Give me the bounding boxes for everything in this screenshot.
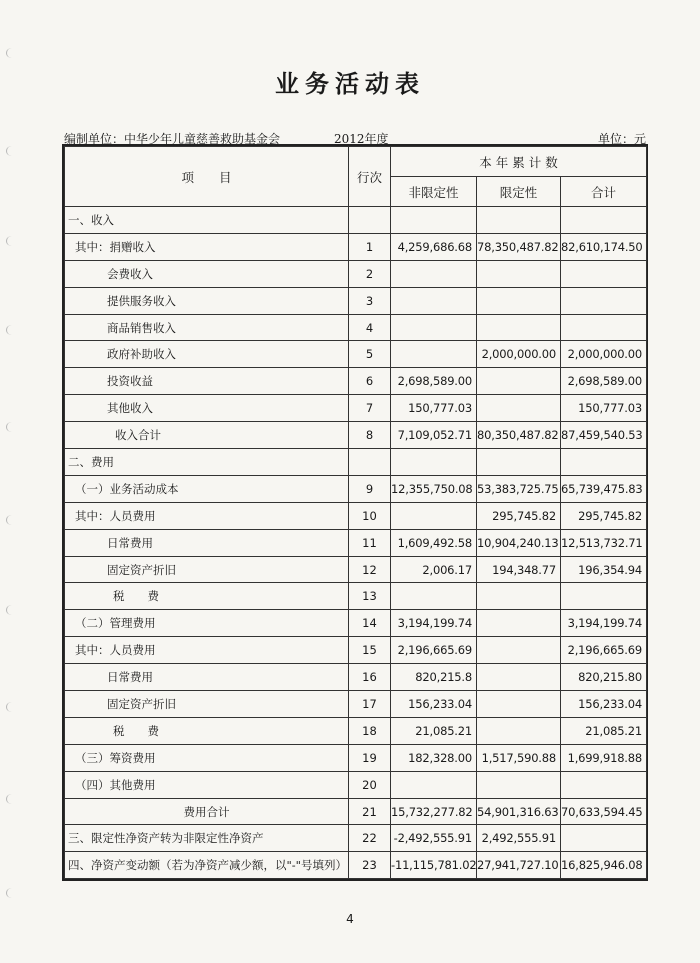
cell-unrestricted <box>391 341 477 368</box>
cell-unrestricted: 2,006.17 <box>391 556 477 583</box>
cell-total <box>561 825 647 852</box>
cell-unrestricted: -2,492,555.91 <box>391 825 477 852</box>
page-title: 业务活动表 <box>275 70 425 98</box>
cell-unrestricted: 4,259,686.68 <box>391 233 477 260</box>
binder-hole-mark <box>6 702 17 712</box>
row-line-number: 8 <box>349 422 391 449</box>
row-item-label: 日常费用 <box>65 529 349 556</box>
organization-label: 编制单位：中华少年儿童慈善救助基金会 <box>64 132 281 146</box>
row-line-number: 22 <box>349 825 391 852</box>
cell-total: 21,085.21 <box>561 717 647 744</box>
cell-unrestricted: 156,233.04 <box>391 691 477 718</box>
table-row <box>65 717 647 744</box>
binder-hole-mark <box>6 236 17 246</box>
cell-restricted: 78,350,487.82 <box>477 233 561 260</box>
column-header-item: 项 目 <box>65 147 349 207</box>
page-number: 4 <box>346 912 354 926</box>
row-item-label: 其他收入 <box>65 395 349 422</box>
row-line-number: 7 <box>349 395 391 422</box>
table-row <box>65 744 647 771</box>
cell-total <box>561 314 647 341</box>
cell-restricted <box>477 637 561 664</box>
cell-unrestricted <box>391 207 477 234</box>
cell-unrestricted: -11,115,781.02 <box>391 852 477 879</box>
cell-unrestricted <box>391 260 477 287</box>
row-line-number: 1 <box>349 233 391 260</box>
row-line-number: 13 <box>349 583 391 610</box>
table-row <box>65 852 647 879</box>
cell-unrestricted: 1,609,492.58 <box>391 529 477 556</box>
cell-total <box>561 449 647 476</box>
cell-restricted <box>477 664 561 691</box>
cell-restricted <box>477 287 561 314</box>
currency-unit-label: 单位：元 <box>597 132 646 146</box>
cell-restricted: 27,941,727.10 <box>477 852 561 879</box>
cell-unrestricted: 15,732,277.82 <box>391 798 477 825</box>
row-item-label: 其中：捐赠收入 <box>65 233 349 260</box>
cell-total: 82,610,174.50 <box>561 233 647 260</box>
activity-statement-table <box>62 144 648 881</box>
cell-unrestricted <box>391 771 477 798</box>
cell-restricted: 54,901,316.63 <box>477 798 561 825</box>
table-row <box>65 502 647 529</box>
table-row <box>65 422 647 449</box>
row-line-number: 12 <box>349 556 391 583</box>
cell-total <box>561 771 647 798</box>
cell-total: 820,215.80 <box>561 664 647 691</box>
cell-unrestricted <box>391 583 477 610</box>
row-item-label: （二）管理费用 <box>65 610 349 637</box>
cell-restricted: 2,492,555.91 <box>477 825 561 852</box>
table-row <box>65 529 647 556</box>
cell-total <box>561 207 647 234</box>
row-line-number: 23 <box>349 852 391 879</box>
row-line-number: 20 <box>349 771 391 798</box>
table-header-row <box>65 147 647 177</box>
table-row <box>65 314 647 341</box>
cell-restricted <box>477 717 561 744</box>
binder-hole-mark <box>6 146 17 156</box>
binder-hole-mark <box>6 422 17 432</box>
cell-unrestricted: 2,698,589.00 <box>391 368 477 395</box>
row-line-number: 4 <box>349 314 391 341</box>
row-item-label: 固定资产折旧 <box>65 556 349 583</box>
row-line-number: 21 <box>349 798 391 825</box>
cell-restricted: 1,517,590.88 <box>477 744 561 771</box>
row-line-number: 18 <box>349 717 391 744</box>
row-item-label: 政府补助收入 <box>65 341 349 368</box>
row-line-number: 5 <box>349 341 391 368</box>
table-row <box>65 691 647 718</box>
row-item-label: （四）其他费用 <box>65 771 349 798</box>
row-item-label: 收入合计 <box>65 422 349 449</box>
binder-hole-mark <box>6 515 17 525</box>
cell-total: 156,233.04 <box>561 691 647 718</box>
cell-restricted <box>477 771 561 798</box>
binder-hole-mark <box>6 794 17 804</box>
table-row <box>65 207 647 234</box>
row-item-label: 费用合计 <box>65 798 349 825</box>
cell-restricted: 10,904,240.13 <box>477 529 561 556</box>
row-item-label: 三、限定性净资产转为非限定性净资产 <box>65 825 349 852</box>
cell-unrestricted: 21,085.21 <box>391 717 477 744</box>
column-group-header: 本 年 累 计 数 <box>391 147 647 177</box>
cell-restricted <box>477 610 561 637</box>
table-row <box>65 260 647 287</box>
row-line-number: 9 <box>349 475 391 502</box>
table-row <box>65 395 647 422</box>
table-row <box>65 664 647 691</box>
cell-total: 3,194,199.74 <box>561 610 647 637</box>
cell-total <box>561 260 647 287</box>
table-row <box>65 771 647 798</box>
table-row <box>65 556 647 583</box>
cell-unrestricted: 12,355,750.08 <box>391 475 477 502</box>
table-row <box>65 368 647 395</box>
cell-unrestricted <box>391 287 477 314</box>
cell-unrestricted: 182,328.00 <box>391 744 477 771</box>
row-item-label: 商品销售收入 <box>65 314 349 341</box>
binder-hole-mark <box>6 48 17 58</box>
cell-total: 12,513,732.71 <box>561 529 647 556</box>
row-item-label: 四、净资产变动额（若为净资产减少额，以"-"号填列） <box>65 852 349 879</box>
cell-total <box>561 583 647 610</box>
cell-restricted: 2,000,000.00 <box>477 341 561 368</box>
row-line-number: 10 <box>349 502 391 529</box>
row-line-number <box>349 207 391 234</box>
cell-unrestricted: 7,109,052.71 <box>391 422 477 449</box>
row-line-number: 16 <box>349 664 391 691</box>
cell-total: 1,699,918.88 <box>561 744 647 771</box>
cell-restricted <box>477 583 561 610</box>
cell-total: 150,777.03 <box>561 395 647 422</box>
table-row <box>65 637 647 664</box>
cell-total: 65,739,475.83 <box>561 475 647 502</box>
table-row <box>65 233 647 260</box>
column-header-unrestricted: 非限定性 <box>391 177 477 207</box>
cell-restricted <box>477 449 561 476</box>
cell-total: 70,633,594.45 <box>561 798 647 825</box>
table-row <box>65 798 647 825</box>
row-line-number: 17 <box>349 691 391 718</box>
table-row <box>65 449 647 476</box>
cell-total: 2,000,000.00 <box>561 341 647 368</box>
row-item-label: 二、费用 <box>65 449 349 476</box>
row-item-label: 税 费 <box>65 583 349 610</box>
cell-total: 295,745.82 <box>561 502 647 529</box>
row-line-number: 14 <box>349 610 391 637</box>
row-item-label: （三）筹资费用 <box>65 744 349 771</box>
row-item-label: 投资收益 <box>65 368 349 395</box>
cell-total <box>561 287 647 314</box>
column-header-total: 合计 <box>561 177 647 207</box>
binder-hole-mark <box>6 605 17 615</box>
cell-total: 87,459,540.53 <box>561 422 647 449</box>
row-line-number: 3 <box>349 287 391 314</box>
row-line-number: 19 <box>349 744 391 771</box>
cell-unrestricted: 2,196,665.69 <box>391 637 477 664</box>
binder-hole-mark <box>6 888 17 898</box>
cell-restricted <box>477 691 561 718</box>
row-item-label: 会费收入 <box>65 260 349 287</box>
column-header-line: 行次 <box>349 147 391 207</box>
cell-unrestricted <box>391 449 477 476</box>
cell-unrestricted: 820,215.8 <box>391 664 477 691</box>
row-item-label: （一）业务活动成本 <box>65 475 349 502</box>
cell-unrestricted <box>391 502 477 529</box>
row-line-number <box>349 449 391 476</box>
table-row <box>65 825 647 852</box>
cell-total: 16,825,946.08 <box>561 852 647 879</box>
table-row <box>65 475 647 502</box>
cell-restricted: 295,745.82 <box>477 502 561 529</box>
row-line-number: 2 <box>349 260 391 287</box>
cell-unrestricted: 3,194,199.74 <box>391 610 477 637</box>
row-item-label: 日常费用 <box>65 664 349 691</box>
row-line-number: 11 <box>349 529 391 556</box>
row-item-label: 一、收入 <box>65 207 349 234</box>
cell-restricted <box>477 368 561 395</box>
table-row <box>65 341 647 368</box>
cell-total: 196,354.94 <box>561 556 647 583</box>
row-line-number: 6 <box>349 368 391 395</box>
cell-restricted: 194,348.77 <box>477 556 561 583</box>
row-item-label: 其中：人员费用 <box>65 502 349 529</box>
cell-unrestricted: 150,777.03 <box>391 395 477 422</box>
cell-total: 2,196,665.69 <box>561 637 647 664</box>
cell-total: 2,698,589.00 <box>561 368 647 395</box>
cell-restricted <box>477 395 561 422</box>
binder-hole-mark <box>6 325 17 335</box>
row-item-label: 税 费 <box>65 717 349 744</box>
table-row <box>65 583 647 610</box>
row-item-label: 提供服务收入 <box>65 287 349 314</box>
cell-restricted: 53,383,725.75 <box>477 475 561 502</box>
cell-restricted <box>477 260 561 287</box>
column-header-restricted: 限定性 <box>477 177 561 207</box>
row-line-number: 15 <box>349 637 391 664</box>
table-row <box>65 610 647 637</box>
table-row <box>65 287 647 314</box>
cell-restricted <box>477 207 561 234</box>
fiscal-year-label: 2012年度 <box>334 132 389 146</box>
cell-restricted: 80,350,487.82 <box>477 422 561 449</box>
row-item-label: 其中：人员费用 <box>65 637 349 664</box>
cell-restricted <box>477 314 561 341</box>
cell-unrestricted <box>391 314 477 341</box>
row-item-label: 固定资产折旧 <box>65 691 349 718</box>
